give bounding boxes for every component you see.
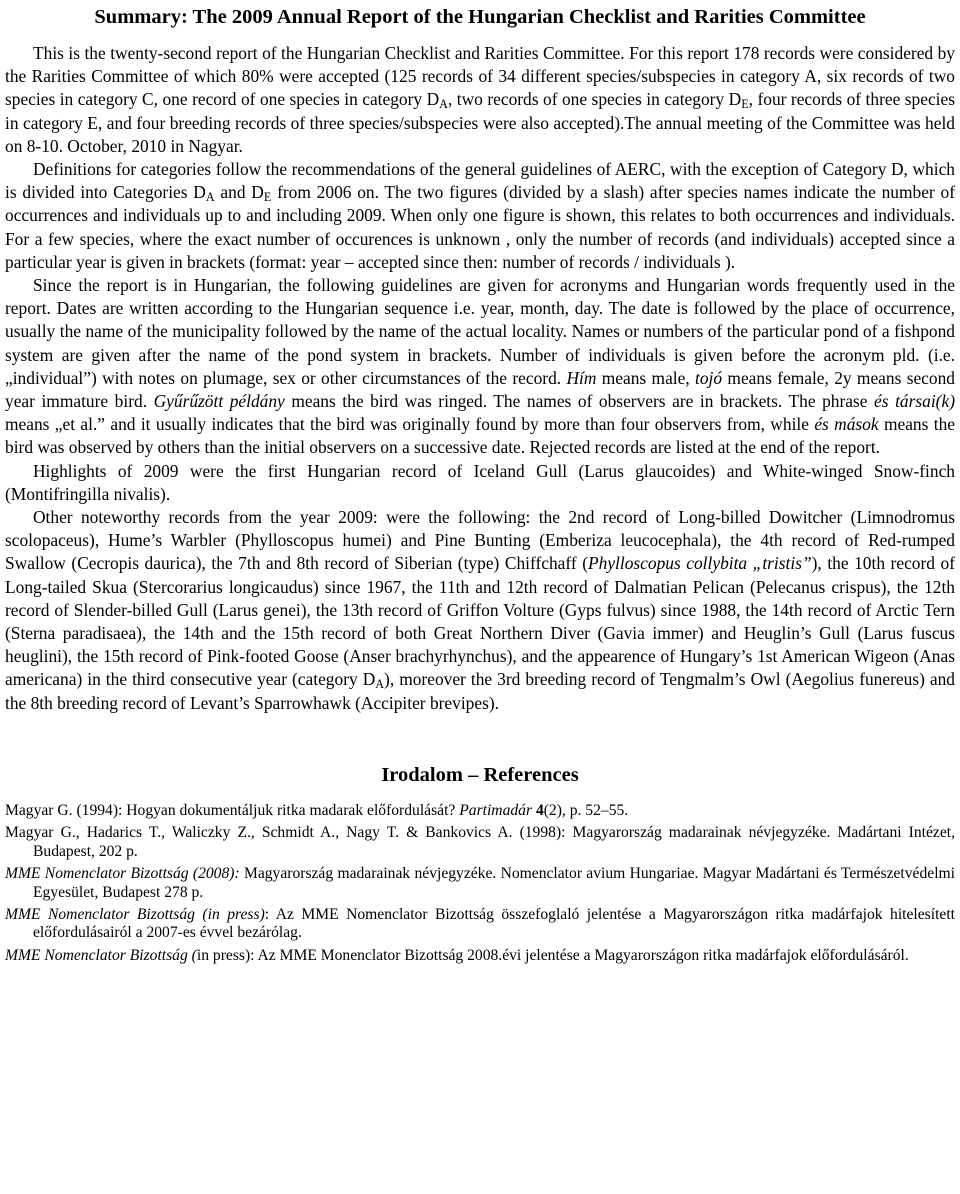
italic-text: tojó: [695, 367, 723, 388]
page-title: Summary: The 2009 Annual Report of the Hungarian Checklist and Rarities Committee: [94, 6, 866, 28]
reference-item: [5, 947, 955, 965]
text-run: Since the report is in Hungarian, the following guidelines are given for acronyms and Hungarian words frequently used in the report. Dates are written according to the Hungarian sequence i.e. year, month, day. The date is followed by the place of occurrence, usually the name of the municipality followed by the name of the actual locality. Names or numbers of the particular pond of a fishpond system are given after the name of the pond system in brackets. Number of individuals is given before the acronym pld. (i.e. „individual”) with notes on plumage, sex or other circumstances of the record.: [5, 275, 955, 388]
paragraph-highlights: [5, 460, 955, 506]
text-run: Other noteworthy records from the year 2009: were the following: the 2nd record of Long-billed Dowitcher (Limnodromus scolopaceus), Hume’s Warbler (Phylloscopus humei) and Pine Bunting (Emberiza leucocephala), the 4th record of Red-rumped Swallow (Cecropis daurica), the 7th and 8th record of Siberian (type) Chiffchaff (: [5, 507, 955, 574]
text-run: means male,: [596, 367, 696, 388]
paragraph-intro: [5, 42, 955, 158]
text-run: Magyarország madarainak névjegyzéke. Nomenclator avium Hungariae. Magyar Madártani és Természetvédelmi Egyesület, Budapest 278 p.: [33, 865, 955, 901]
text-run: Highlights of 2009 were the first Hungarian record of Iceland Gull (Larus glaucoides) and White-winged Snow-finch (Montifringilla nivalis).: [5, 460, 955, 504]
italic-text: MME Nomenclator Bizottság (in press): [5, 905, 265, 923]
italic-text: Gyűrűzött példány: [153, 391, 285, 412]
reference-item: [5, 865, 955, 902]
subscript-text: A: [439, 97, 448, 112]
italic-text: és mások: [814, 414, 879, 435]
text-run: Magyar G., Hadarics T., Waliczky Z., Schmidt A., Nagy T. & Bankovics A. (1998): Magyarország madarainak névjegyzéke. Madártani Intézet, Budapest, 202 p.: [5, 824, 955, 860]
text-run: Magyar G. (1994): Hogyan dokumentáljuk ritka madarak előfordulását?: [5, 801, 460, 819]
reference-item: [5, 824, 955, 861]
text-run: : Az MME Nomenclator Bizottság összefoglaló jelentése a Magyarországon ritka madárfajok hitelesített előfordulásairól a 2007-es évvel bezárólag.: [33, 905, 955, 942]
text-run: and D: [214, 182, 264, 203]
paragraph-definitions: [5, 158, 955, 274]
text-run: ), the 10th record of Long-tailed Skua (Stercorarius longicaudus) since 1967, the 11th and 12th record of Dalmatian Pelican (Pelecanus crispus), the 12th record of Slender-billed Gull (Larus genei), the 13th record of Griffon Volture (Gyps fulvus) since 1988, the 14th record of Arctic Tern (Sterna paradisaea), the 14th and the 15th record of both Great Northern Diver (Gavia immer) and Heuglin’s Gull (Larus fuscus heuglini), the 15th record of Pink-footed Goose (Anser brachyrhynchus), and the appearence of Hungary’s 1st American Wigeon (Anas americana) in the third consecutive year (category D: [5, 553, 955, 690]
references-list: [5, 802, 955, 965]
text-run: in press): Az MME Monenclator Bizottság 2008.évi jelentése a Magyarországon ritka madárfajok előfordulásáról.: [196, 946, 909, 964]
text-run: from 2006 on. The two figures (divided by a slash) after species names indicate the number of occurrences and individuals up to and including 2009. When only one figure is shown, this relates to both occurrences and individuals. For a few species, where the exact number of occurences is unknown , only the number of records (and individuals) accepted since a particular year is given in brackets (format: year – accepted since then: number of records / individuals ).: [5, 182, 955, 272]
italic-text: és társai(k): [874, 391, 955, 412]
italic-text: Hím: [566, 367, 597, 388]
reference-item: [5, 802, 955, 820]
bold-text: 4: [535, 801, 544, 819]
text-run: (2), p. 52–55.: [543, 801, 629, 819]
summary-body: [5, 42, 955, 715]
subscript-text: E: [263, 190, 272, 205]
text-run: means the bird was ringed. The names of observers are in brackets. The phrase: [284, 391, 875, 412]
text-run: means female, 2y means second year immature bird.: [5, 367, 955, 412]
paragraph-noteworthy-records: [5, 506, 955, 715]
text-run: This is the twenty-second report of the Hungarian Checklist and Rarities Committee. For this report 178 records were considered by the Rarities Committee of which 80% were accepted (125 records of 34 different species/subspecies in category A, six records of two species in category C, one record of one species in category D: [5, 43, 955, 110]
text-run: , four records of three species in category E, and four breeding records of three species/subspecies were also accepted).The annual meeting of the Committee was held on 8-10. October, 2010 in Nagyar.: [5, 89, 955, 156]
text-run: means the bird was observed by others than the initial observers on a successive date. Rejected records are listed at the end of the report.: [5, 414, 955, 458]
reference-item: [5, 906, 955, 943]
text-run: ), moreover the 3rd breeding record of Tengmalm’s Owl (Aegolius funereus) and the 8th breeding record of Levant’s Sparrowhawk (Accipiter brevipes).: [5, 669, 955, 713]
text-run: , two records of one species in category D: [447, 89, 742, 110]
italic-text: MME Nomenclator Bizottság (: [5, 946, 197, 964]
subscript-text: A: [205, 190, 215, 205]
subscript-text: A: [375, 677, 385, 692]
paragraph-guidelines: [5, 274, 955, 460]
text-run: Definitions for categories follow the recommendations of the general guidelines of AERC, with the exception of Category D, which is divided into Categories D: [5, 159, 955, 203]
italic-text: Partimadár: [459, 801, 533, 819]
italic-text: MME Nomenclator Bizottság (2008):: [5, 865, 240, 883]
text-run: means „et al.” and it usually indicates that the bird was originally found by more than four observers from, while: [5, 414, 815, 435]
references-heading: Irodalom – References: [381, 763, 579, 786]
subscript-text: E: [741, 97, 749, 112]
italic-text: Phylloscopus collybita „tristis”: [588, 553, 812, 574]
